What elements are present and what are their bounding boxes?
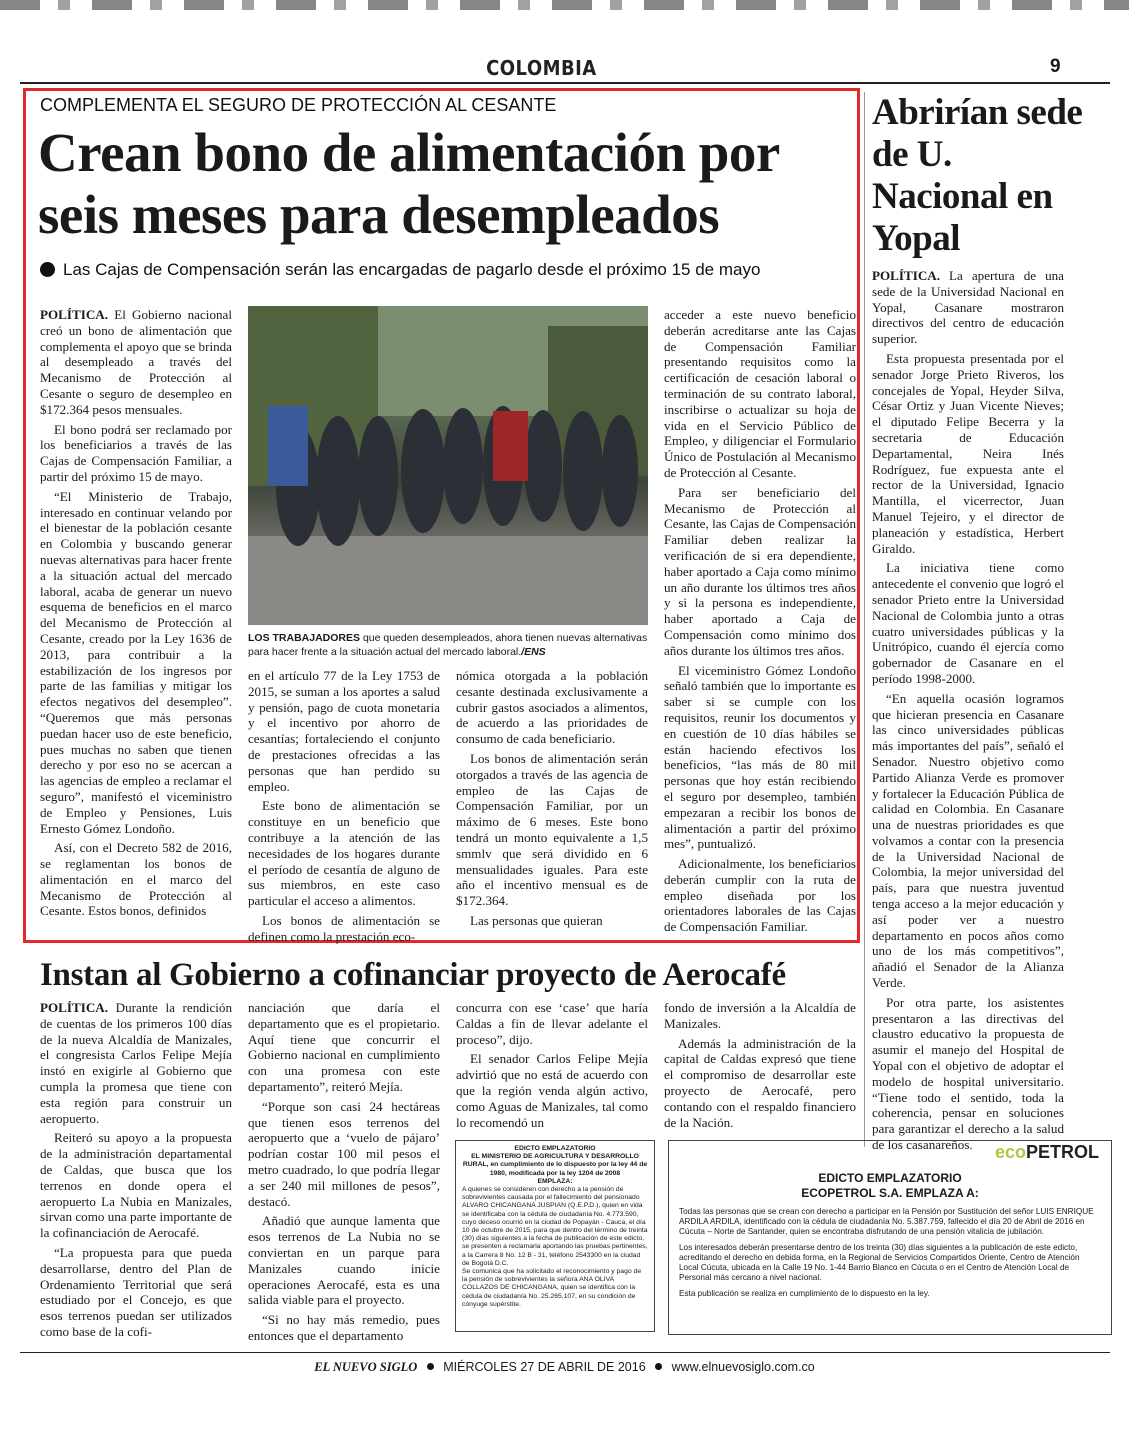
- photo-credit: /ENS: [521, 645, 546, 658]
- notice-subtitle: EL MINISTERIO DE AGRICULTURA Y DESARROLLO RURAL, en cumplimiento de lo dispuesto por la ley 44 de 1980, modificada por la ley 1204 de 2008: [462, 1153, 648, 1177]
- notice-subtitle: ECOPETROL S.A. EMPLAZA A:: [801, 1186, 979, 1200]
- dateline: POLÍTICA.: [872, 268, 941, 283]
- notice-title: EDICTO EMPLAZATORIO: [514, 1145, 596, 1152]
- notice-paragraph: Los interesados deberán presentarse dentro de los treinta (30) días siguientes a la publicación de este edicto, acreditando el derecho en debida forma, en la Regional de Servicios Compartidos Oriente, Centro de Atención Local Cúcuta, ubicada en la Calle 19 No. 1-44 Barrio Blanco en Cúcuta o en el Centro de Atención Local de Personal más cercano a nivel nacional.: [679, 1243, 1080, 1282]
- article-paragraph: concurra con ese ‘case’ que haría Caldas a fin de llevar adelante el proceso”, dijo.: [456, 1000, 648, 1047]
- second-column-2: [248, 1000, 440, 1348]
- ecopetrol-logo: [994, 1142, 1099, 1162]
- newspaper-brand: EL NUEVO SIGLO: [314, 1360, 418, 1374]
- article-paragraph: Adicionalmente, los beneficiarios deberán cumplir con la ruta de empleo diseñada por los orientadores laborales de las Cajas de Compensación Familiar.: [664, 856, 856, 935]
- section-title: COLOMBIA: [486, 56, 597, 80]
- logo-suffix: PETROL: [1025, 1142, 1099, 1162]
- article-paragraph: Este bono de alimentación se constituye en un beneficio que contribuye a la atención de las necesidades de los hogares durante el período de cesantía de alguno de sus miembros, en este caso particular el acceso a alimentos.: [248, 798, 440, 909]
- notice-paragraph: Todas las personas que se crean con derecho a participar en la Pensión por Sustitución del señor LUIS ENRIQUE ARDILA ARDILA, identificado con la cédula de ciudadanía No. 5.387.759, fallecido el día 20 de Abril de 2016 en Cúcuta – Norte de Santander, quien se encontraba disfrutando de una pensión vitalicia de jubilación.: [679, 1207, 1094, 1236]
- article-paragraph: “Porque son casi 24 hectáreas que tienen esos terrenos del aeropuerto que a ‘vuelo de pájaro’ podrían costar 100 mil pesos el metro cuadrado, lo que podría llegar a ser 240 mil millones de pesos”, destacó.: [248, 1098, 440, 1209]
- photo-illustration: [248, 306, 648, 625]
- article-paragraph: acceder a este nuevo beneficio deberán acreditarse ante las Cajas de Compensación Familiar presentando requisitos como la certificación de cesación laboral o terminación de su contrato laboral, inscribirse o actualizar su hoja de vida en el Servicio Público de Empleo, y diligenciar el Formulario Único de Postulación al Mecanismo de Protección al Cesante.: [664, 307, 856, 480]
- bullet-icon: [655, 1363, 662, 1370]
- logo-prefix: eco: [994, 1142, 1026, 1162]
- second-column-4: [664, 1000, 856, 1134]
- article-kicker: COMPLEMENTA EL SEGURO DE PROTECCIÓN AL CESANTE: [40, 95, 557, 115]
- article-paragraph: “Si no hay más remedio, pues entonces que el departamento: [248, 1312, 440, 1343]
- article-paragraph: Las personas que quieran: [470, 912, 603, 928]
- sidebar-headline: Abrirían sede de U. Nacional en Yopal: [872, 92, 1083, 259]
- article-paragraph: [872, 268, 1064, 347]
- legal-notice-ecopetrol: [668, 1140, 1112, 1335]
- top-edge-strip: [0, 0, 1129, 10]
- article-paragraph: en el artículo 77 de la Ley 1753 de 2015, se suman a los aportes a salud y pensión, pago de cuota monetaria y el incentivo por ahorro de cesantías; fortaleciendo el conjunto de prestaciones ofrecidas a las personas que han perdido su empleo.: [248, 668, 440, 794]
- article-deck: [40, 260, 760, 280]
- article-paragraph: Los bonos de alimentación se definen como la prestación eco-: [248, 912, 440, 944]
- article-column-1: [40, 307, 232, 923]
- second-column-3: [456, 1000, 648, 1134]
- notice-note: Se comunica que ha solicitado el reconocimiento y pago de la pensión de sobrevivientes la señora ANA OLIVA COLLAZOS DE CHICANGANA, quien se identifica con la cédula de ciudadanía No. 25.265.107, en su condición de cónyuge supérstite.: [462, 1268, 642, 1308]
- article-paragraph: [40, 307, 232, 418]
- bullet-icon: [40, 262, 55, 277]
- article-paragraph: Añadió que aunque lamenta que esos terrenos de La Nubia no se conviertan en un parque para Manizales cuando inicie operaciones Aerocafé, esta es una salida viable para el proyecto.: [248, 1213, 440, 1308]
- dateline: POLÍTICA.: [40, 307, 109, 322]
- article-column-4: [664, 307, 856, 939]
- second-column-1: [40, 1000, 232, 1344]
- notice-paragraph: Esta publicación se realiza en cumplimiento de lo dispuesto en la ley.: [679, 1289, 930, 1298]
- footer-date: MIÉRCOLES 27 DE ABRIL DE 2016: [443, 1360, 646, 1374]
- deck-text: Las Cajas de Compensación serán las encargadas de pagarlo desde el próximo 15 de mayo: [63, 260, 761, 279]
- article-paragraph: nanciación que daría el departamento que es el propietario. Aquí tiene que concurrir el Gobierno nacional en cumplimiento con una promesa con este departamento”, reiteró Mejía.: [248, 1000, 440, 1094]
- article-paragraph: Además la administración de la capital de Caldas expresó que tiene el compromiso de desarrollar este proyecto de Aerocafé, pero contando con el respaldo financiero de la Nación.: [664, 1035, 856, 1130]
- dateline: POLÍTICA.: [40, 1000, 109, 1015]
- notice-heading: EMPLAZA:: [537, 1177, 573, 1185]
- article-paragraph: Reiteró su apoyo a la propuesta de la administración departamental de Caldas, que busca que los terrenos en donde opera el aeropuerto La Nubia en Manizales, sirvan como una parte importante de la cofinanciación de Aerocafé.: [40, 1130, 232, 1241]
- sidebar-column: [872, 268, 1064, 1157]
- article-paragraph: “En aquella ocasión logramos que hicieran presencia en Casanare las cinco universidades públicas más importantes del país”, señaló el Senador. Nuestro objetivo como Partido Alianza Verde es promover y fortalecer la Educación Pública de calidad en Colombia. En Casanare una de nuestras prioridades es que volvamos a contar con la presencia de la Universidad Nacional de Colombia, la mejor universidad del país, para que nuestra juventud tenga acceso a la mejor educación y así poder ver a nuestro departamento en pocos años como uno de los más competitivos”, añadió el Senador de la Alianza Verde.: [872, 690, 1064, 991]
- page-footer: [0, 1360, 1129, 1375]
- article-paragraph: “La propuesta para que pueda desarrollarse, dentro del Plan de Ordenamiento Territorial que será estudiado por el Concejo, es que esos terrenos puedan ser utilizados como base de la cofi-: [40, 1244, 232, 1339]
- paragraph-text: El Gobierno nacional creó un bono de alimentación que complementa el apoyo que se brinda al desempleado a través del Mecanismo de Protección al Cesante o seguro de desempleo en $172.364 pesos mensuales.: [40, 307, 232, 417]
- article-paragraph: Por otra parte, los asistentes presentaron a las directivas del claustro educativo la propuesta de asumir el manejo del Hospital de Yopal con el objetivo de adoptar el modelo de hospital universitario. “Tiene todo el sentido, toda la coherencia, pensar en soluciones para garantizar el derecho a la salud de los casanareños.: [872, 994, 1064, 1153]
- article-paragraph: El viceministro Gómez Londoño señaló también que lo importante es saber si se cumple con los requisitos, reunir los documentos y en cuestión de 10 días hábiles se están haciendo efectivos los beneficios, “las más de 80 mil personas que hoy están recibiendo el seguro por desempleo, también empezaran a recibir los bonos de alimentación a partir del próximo mes”, puntualizó.: [664, 662, 856, 852]
- article-paragraph: fondo de inversión a la Alcaldía de Manizales.: [664, 1000, 856, 1031]
- notice-title: EDICTO EMPLAZATORIO: [818, 1171, 962, 1185]
- article-headline: Crean bono de alimentación por seis meses para desempleados: [38, 122, 779, 245]
- article-paragraph: Esta propuesta presentada por el senador Jorge Prieto Riveros, los concejales de Yopal, Heyder Silva, César Ortiz y Juan Vicente Nieves; el diputado Felipe Becerra y la secretaria de Educación Departamental, Neira Inés Rodríguez, fue expuesta ante el rector de la Universidad, Ignacio Mantilla, el vicerrector, Juan Manuel Tejeiro, y el director de planeación y estadística, Herbert Giraldo.: [872, 350, 1064, 556]
- article-photo: [248, 306, 648, 625]
- paragraph-text: Durante la rendición de cuentas de los primeros 100 días de la nueva Alcaldía de Manizales, el congresista Carlos Felipe Mejía instó en exigirle al Gobierno que cumpla la promesa que tiene con esta región para construir un aeropuerto.: [40, 1000, 232, 1126]
- article-paragraph: Los bonos de alimentación serán otorgados a través de las agencia de empleo de las Cajas de Compensación Familiar, por un máximo de 6 meses. Este bono tendrá un monto equivalente a 1,5 smmlv que será dividido en 6 mensualidades iguales. Para este año el incentivo mensual es de $172.364.: [456, 750, 648, 909]
- footer-url[interactable]: www.elnuevosiglo.com.co: [671, 1360, 815, 1374]
- paragraph-text: La apertura de una sede de la Universidad Nacional en Yopal, Casanare mostraron directivos del centro de educación superior.: [872, 268, 1064, 347]
- header-rule: [20, 82, 1110, 84]
- notice-body: A quienes se consideren con derecho a la pensión de sobrevivientes causada por el fallecimiento del pensionado ALVARO CHICANGANA JUSPIAN (Q.E.P.D.), quien en vida se identificaba con la cédula de ciudadanía No. 4.773.590, cuyo deceso ocurrió en la ciudad de Popayán - Cauca, el día 10 de octubre de 2015, para que dentro del término de treinta (30) días siguientes a la fecha de publicación de este edicto, se presenten a reclamarla aportando las pruebas pertinentes, a la Carrera 8 No. 12 B - 31, teléfono 2543300 en la ciudad de Bogotá D.C.: [462, 1186, 648, 1267]
- legal-notice-ministerio: [455, 1140, 655, 1332]
- column-divider: [864, 92, 865, 1147]
- article-paragraph: El bono podrá ser reclamado por los beneficiarios a través de las Cajas de Compensación Familiar, a partir del próximo 15 de mayo.: [40, 421, 232, 484]
- article-paragraph: “El Ministerio de Trabajo, interesado en continuar velando por el bienestar de la población cesante en Colombia y buscando generar nuevas alternativas para hacer frente a la situación actual del mercado laboral, acaba de generar un nuevo esquema de beneficios en el marco del Mecanismo de Protección al Cesante, creado por la Ley 1636 de 2013, para contribuir a la estabilización de los ingresos por parte de las familias y mitigar los efectos negativos del desempleo”. “Queremos que más personas puedan hacer uso de este beneficio, pues muchas no saben que tienen derecho y por eso no se acercan a las agencias de empleo a reclamar el seguro”, manifestó el viceministro de Empleo y Pensiones, Luis Ernesto Gómez Londoño.: [40, 488, 232, 836]
- article-paragraph: [40, 1000, 232, 1126]
- photo-caption: [248, 632, 648, 659]
- article-paragraph: Para ser beneficiario del Mecanismo de Protección al Cesante, las Cajas de Compensación Familiar deben realizar la verificación de si era dependiente, haber aportado a Caja como mínimo un año durante los últimos tres años y si la persona es independiente, haber aportado a Caja de Compensación como mínimo dos años durante los últimos tres años.: [664, 484, 856, 658]
- footer-rule: [20, 1352, 1110, 1353]
- article-paragraph: El senador Carlos Felipe Mejía advirtió que no está de acuerdo con que la región venda algún activo, como Aguas de Manizales, tal como lo recomendó un: [456, 1051, 648, 1130]
- caption-lead: LOS TRABAJADORES: [248, 632, 361, 644]
- notice-body: [679, 1207, 1101, 1299]
- caption-text: que queden desempleados, ahora tienen nuevas alternativas para hacer frente a la situación actual del mercado laboral.: [248, 632, 648, 658]
- article-column-3: [456, 668, 648, 933]
- bullet-icon: [427, 1363, 434, 1370]
- page-number: 9: [1050, 56, 1061, 77]
- article-column-2: [248, 668, 440, 949]
- article-paragraph: nómica otorgada a la población cesante destinada exclusivamente a cubrir gastos asociados a alimentos, de acuerdo a las prioridades de consumo de cada beneficiario.: [456, 668, 648, 747]
- second-headline: Instan al Gobierno a cofinanciar proyecto de Aerocafé: [40, 957, 786, 993]
- article-paragraph: La iniciativa tiene como antecedente el convenio que logró el senador Prieto entre la Universidad Nacional de Colombia junto a otras cuatro universidades públicas y la Unitrópico, cuando él ejercía como gobernador de Casanare en el período 1998-2000.: [872, 560, 1064, 686]
- article-paragraph: Así, con el Decreto 582 de 2016, se reglamentan los bonos de alimentación en el marco del Mecanismo de Protección al Cesante. Estos bonos, definidos: [40, 840, 232, 919]
